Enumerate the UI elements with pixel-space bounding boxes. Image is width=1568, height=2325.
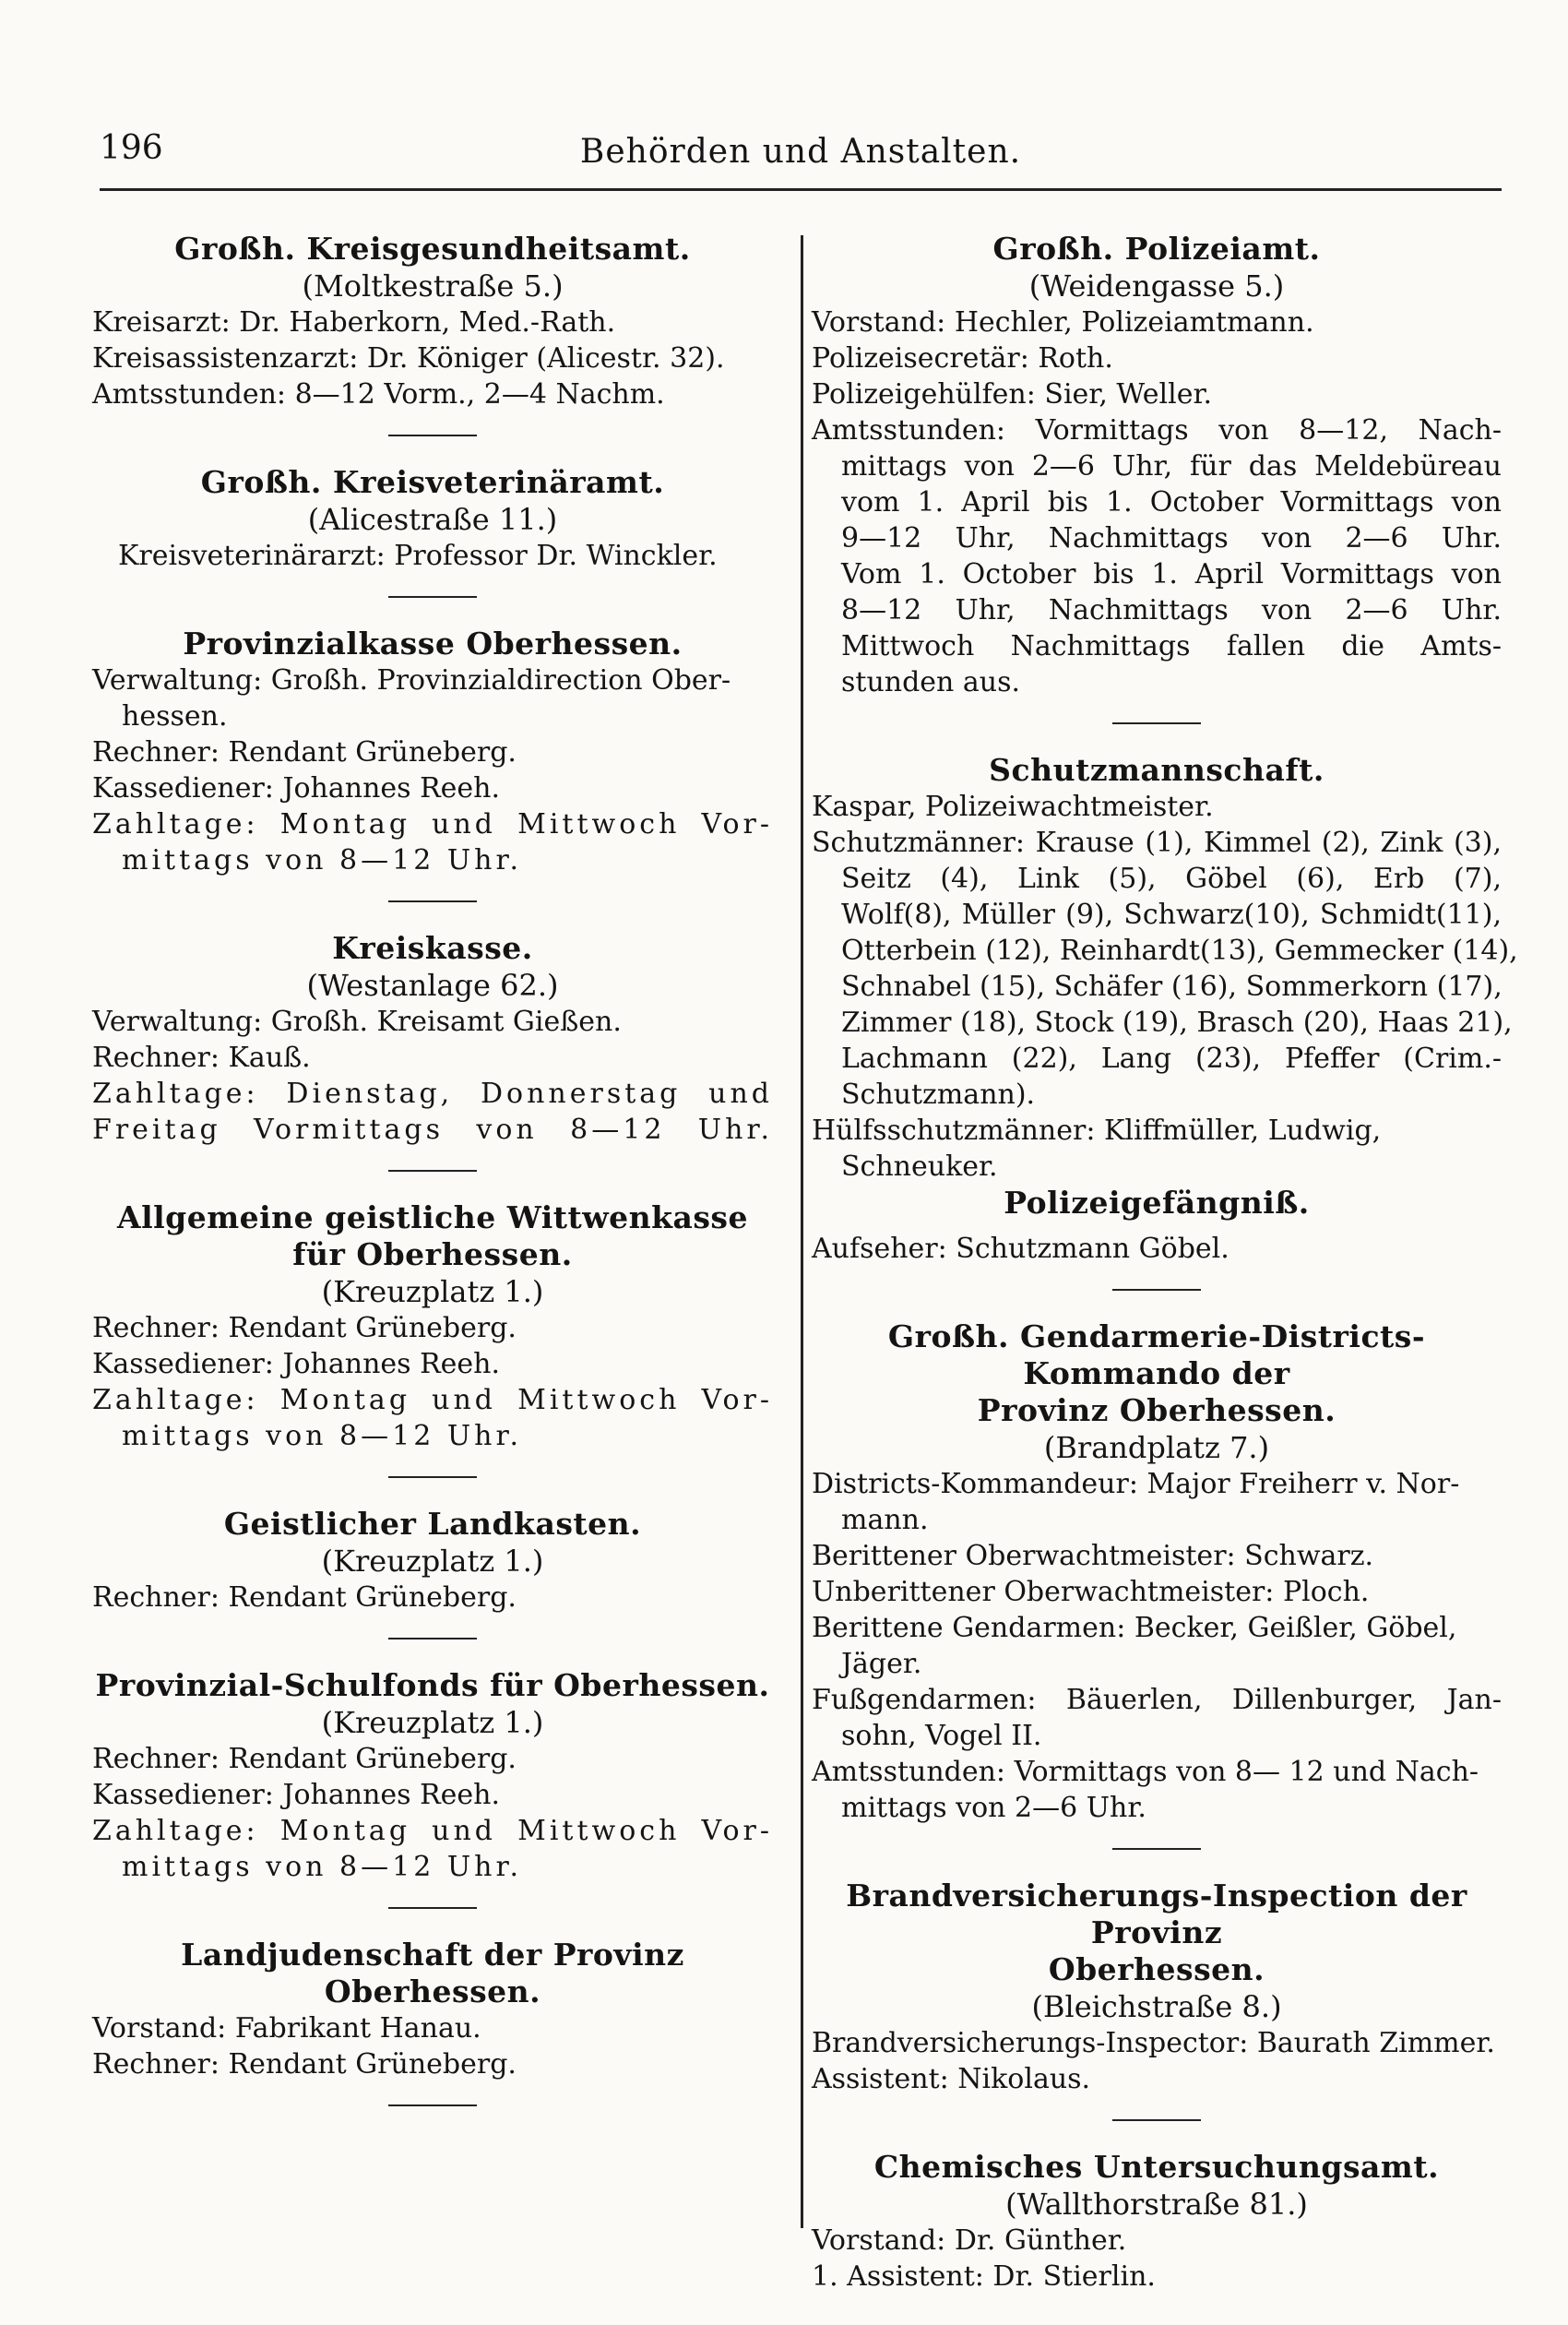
right-column <box>812 231 1518 2295</box>
section-title: Großh. Gendarmerie-Districts-Kommando der <box>887 1318 1426 1391</box>
section-address: (Brandplatz 7.) <box>1043 1430 1270 1465</box>
entry-line: Amtsstunden: Vormittags von 8—12, Nach- <box>812 414 1502 447</box>
entry-line: Rechner: Rendant Grüneberg. <box>92 1581 517 1614</box>
section-brandversicherung <box>812 1878 1502 2097</box>
entry-line: 9—12 Uhr, Nachmittags von 2—6 Uhr. <box>841 522 1502 554</box>
section-address: (Kreuzplatz 1.) <box>321 1544 544 1579</box>
entry-line: Assistent: Nikolaus. <box>812 2063 1091 2095</box>
section-divider <box>388 1907 477 1909</box>
entry-line: Fußgendarmen: Bäuerlen, Dillenburger, Jan- <box>812 1684 1502 1716</box>
section-address: (Alicestraße 11.) <box>307 502 558 537</box>
entry-line: Vorstand: Fabrikant Hanau. <box>92 2012 481 2045</box>
entry-line: Kassediener: Johannes Reeh. <box>92 1348 501 1380</box>
entry-line: Kreisassistenzarzt: Dr. Königer (Alicestr. 32). <box>92 342 725 375</box>
section-kreisgesundheitsamt <box>92 231 773 412</box>
section-untersuchungsamt <box>812 2149 1502 2295</box>
entry-line: Schnabel (15), Schäfer (16), Sommerkorn (17), <box>841 971 1503 1003</box>
entry-line: Lachmann (22), Lang (23), Pfeffer (Crim.- <box>841 1043 1502 1075</box>
entry-line: Zahltage: Montag und Mittwoch Vor- <box>92 1815 773 1847</box>
entry-line: Freitag Vormittags von 8—12 Uhr. <box>92 1114 773 1146</box>
entry-line: Districts-Kommandeur: Major Freiherr v. Nor- <box>812 1468 1460 1500</box>
entry-line: mann. <box>841 1504 929 1536</box>
section-divider <box>1112 722 1201 724</box>
entry-line: stunden aus. <box>841 666 1021 698</box>
entry-line: Kreisarzt: Dr. Haberkorn, Med.-Rath. <box>92 306 616 339</box>
entry-line: Polizeigehülfen: Sier, Weller. <box>812 378 1213 411</box>
section-address: (Bleichstraße 8.) <box>1031 1989 1282 2024</box>
entry-line: Brandversicherungs-Inspector: Baurath Zimmer. <box>812 2027 1495 2059</box>
section-address: (Kreuzplatz 1.) <box>321 1705 544 1740</box>
entry-line: Vom 1. October bis 1. April Vormittags von <box>841 558 1502 590</box>
section-divider <box>388 435 477 436</box>
entry-line: Rechner: Rendant Grüneberg. <box>92 1312 517 1344</box>
page-header <box>100 129 1502 185</box>
section-title: Chemisches Untersuchungsamt. <box>873 2149 1440 2185</box>
section-title: Oberhessen. <box>1048 1951 1265 1987</box>
entry-line: Rechner: Rendant Grüneberg. <box>92 736 517 769</box>
entry-line: Rechner: Kauß. <box>92 1042 311 1074</box>
entry-line: Mittwoch Nachmittags fallen die Amts- <box>841 630 1502 662</box>
entry-line: Schutzmann). <box>841 1079 1036 1111</box>
section-address: (Moltkestraße 5.) <box>302 268 564 304</box>
section-divider <box>388 900 477 902</box>
section-title: Kreiskasse. <box>332 930 533 966</box>
entry-line: mittags von 8—12 Uhr. <box>122 1851 523 1883</box>
section-schutzmannschaft <box>812 752 1518 1185</box>
section-title: Allgemeine geistliche Wittwenkasse <box>116 1199 749 1235</box>
section-title: Provinzial-Schulfonds für Oberhessen. <box>95 1667 770 1703</box>
section-address: (Wallthorstraße 81.) <box>1005 2187 1308 2222</box>
section-kreiskasse <box>92 930 773 1148</box>
entry-line: Hülfsschutzmänner: Kliffmüller, Ludwig, <box>812 1115 1382 1147</box>
entry-line: Berittene Gendarmen: Becker, Geißler, Göbel, <box>812 1612 1457 1644</box>
entry-line: Kaspar, Polizeiwachtmeister. <box>812 791 1214 823</box>
section-title: Geistlicher Landkasten. <box>223 1506 642 1542</box>
entry-line: Amtsstunden: 8—12 Vorm., 2—4 Nachm. <box>92 378 665 411</box>
section-title: Polizeigefängniß. <box>1004 1185 1310 1221</box>
section-title: Landjudenschaft der Provinz Oberhessen. <box>181 1937 684 2009</box>
entry-line: Wolf(8), Müller (9), Schwarz(10), Schmidt(11), <box>841 899 1502 931</box>
entry-line: mittags von 2—6 Uhr, für das Meldebüreau <box>841 450 1502 483</box>
entry-line: Jäger. <box>841 1648 922 1680</box>
entry-line: Amtsstunden: Vormittags von 8— 12 und Nach- <box>812 1756 1479 1788</box>
section-landjudenschaft <box>92 1937 773 2082</box>
section-landkasten <box>92 1506 773 1616</box>
section-polizeigefaengnis <box>812 1185 1502 1267</box>
section-provinzialkasse <box>92 626 773 878</box>
section-kreisveterinaeramt <box>92 464 773 574</box>
entry-line: mittags von 2—6 Uhr. <box>841 1792 1146 1824</box>
section-title: Großh. Kreisveterinäramt. <box>200 464 665 500</box>
running-title: Behörden und Anstalten. <box>579 133 1022 171</box>
entry-line: Vorstand: Hechler, Polizeiamtmann. <box>812 306 1314 339</box>
entry-line: Zimmer (18), Stock (19), Brasch (20), Haas 21), <box>841 1007 1513 1039</box>
section-divider <box>388 1170 477 1172</box>
entry-line: Kreisveterinärarzt: Professor Dr. Winckler. <box>118 540 718 572</box>
section-divider <box>1112 1289 1201 1291</box>
entry-line: mittags von 8—12 Uhr. <box>122 1420 523 1452</box>
section-title: Brandversicherungs-Inspection der Provinz <box>846 1878 1467 1950</box>
section-divider <box>1112 2119 1201 2121</box>
section-schulfonds <box>92 1667 773 1885</box>
entry-line: Rechner: Rendant Grüneberg. <box>92 2048 517 2081</box>
header-rule <box>100 188 1502 191</box>
section-divider <box>388 596 477 598</box>
entry-line: Zahltage: Montag und Mittwoch Vor- <box>92 808 773 841</box>
entry-line: Unberittener Oberwachtmeister: Ploch. <box>812 1576 1370 1608</box>
entry-line: Verwaltung: Großh. Provinzialdirection Ober- <box>92 664 731 697</box>
section-title: Großh. Kreisgesundheitsamt. <box>174 231 691 267</box>
entry-line: Otterbein (12), Reinhardt(13), Gemmecker (14), <box>841 935 1518 967</box>
section-divider <box>388 2104 477 2106</box>
entry-line: Kassediener: Johannes Reeh. <box>92 772 501 805</box>
entry-line: Polizeisecretär: Roth. <box>812 342 1113 375</box>
left-column <box>92 231 773 2134</box>
entry-line: Schutzmänner: Krause (1), Kimmel (2), Zink (3), <box>812 827 1502 859</box>
section-title: Schutzmannschaft. <box>989 752 1324 788</box>
entry-line: hessen. <box>122 700 228 733</box>
section-address: (Kreuzplatz 1.) <box>321 1274 544 1309</box>
entry-line: Aufseher: Schutzmann Göbel. <box>812 1233 1229 1265</box>
section-address: (Weidengasse 5.) <box>1028 268 1285 304</box>
section-address: (Westanlage 62.) <box>306 968 559 1003</box>
entry-line: Zahltage: Montag und Mittwoch Vor- <box>92 1384 773 1416</box>
section-divider <box>1112 1848 1201 1850</box>
entry-line: mittags von 8—12 Uhr. <box>122 844 523 876</box>
section-title: Provinzialkasse Oberhessen. <box>183 626 683 662</box>
section-divider <box>388 1638 477 1639</box>
column-divider <box>801 235 803 2228</box>
entry-line: 1. Assistent: Dr. Stierlin. <box>812 2260 1156 2293</box>
section-wittwenkasse <box>92 1199 773 1454</box>
entry-line: 8—12 Uhr, Nachmittags von 2—6 Uhr. <box>841 594 1502 626</box>
entry-line: Zahltage: Dienstag, Donnerstag und <box>92 1078 773 1110</box>
section-title: für Oberhessen. <box>292 1236 573 1272</box>
entry-line: sohn, Vogel II. <box>841 1720 1042 1752</box>
entry-line: Seitz (4), Link (5), Göbel (6), Erb (7), <box>841 863 1502 895</box>
spacer <box>812 1222 1502 1231</box>
entry-line: Schneuker. <box>841 1151 998 1183</box>
section-gendarmerie <box>812 1318 1502 1826</box>
entry-line: Rechner: Rendant Grüneberg. <box>92 1743 517 1775</box>
entry-line: Vorstand: Dr. Günther. <box>812 2224 1127 2257</box>
section-title: Großh. Polizeiamt. <box>992 231 1321 267</box>
page-number: 196 <box>100 129 163 167</box>
section-polizeiamt <box>812 231 1502 700</box>
entry-line: Kassediener: Johannes Reeh. <box>92 1779 501 1811</box>
entry-line: Verwaltung: Großh. Kreisamt Gießen. <box>92 1006 622 1038</box>
section-divider <box>388 1476 477 1478</box>
entry-line: Berittener Oberwachtmeister: Schwarz. <box>812 1540 1374 1572</box>
entry-line: vom 1. April bis 1. October Vormittags von <box>841 486 1502 519</box>
section-title: Provinz Oberhessen. <box>977 1392 1336 1428</box>
